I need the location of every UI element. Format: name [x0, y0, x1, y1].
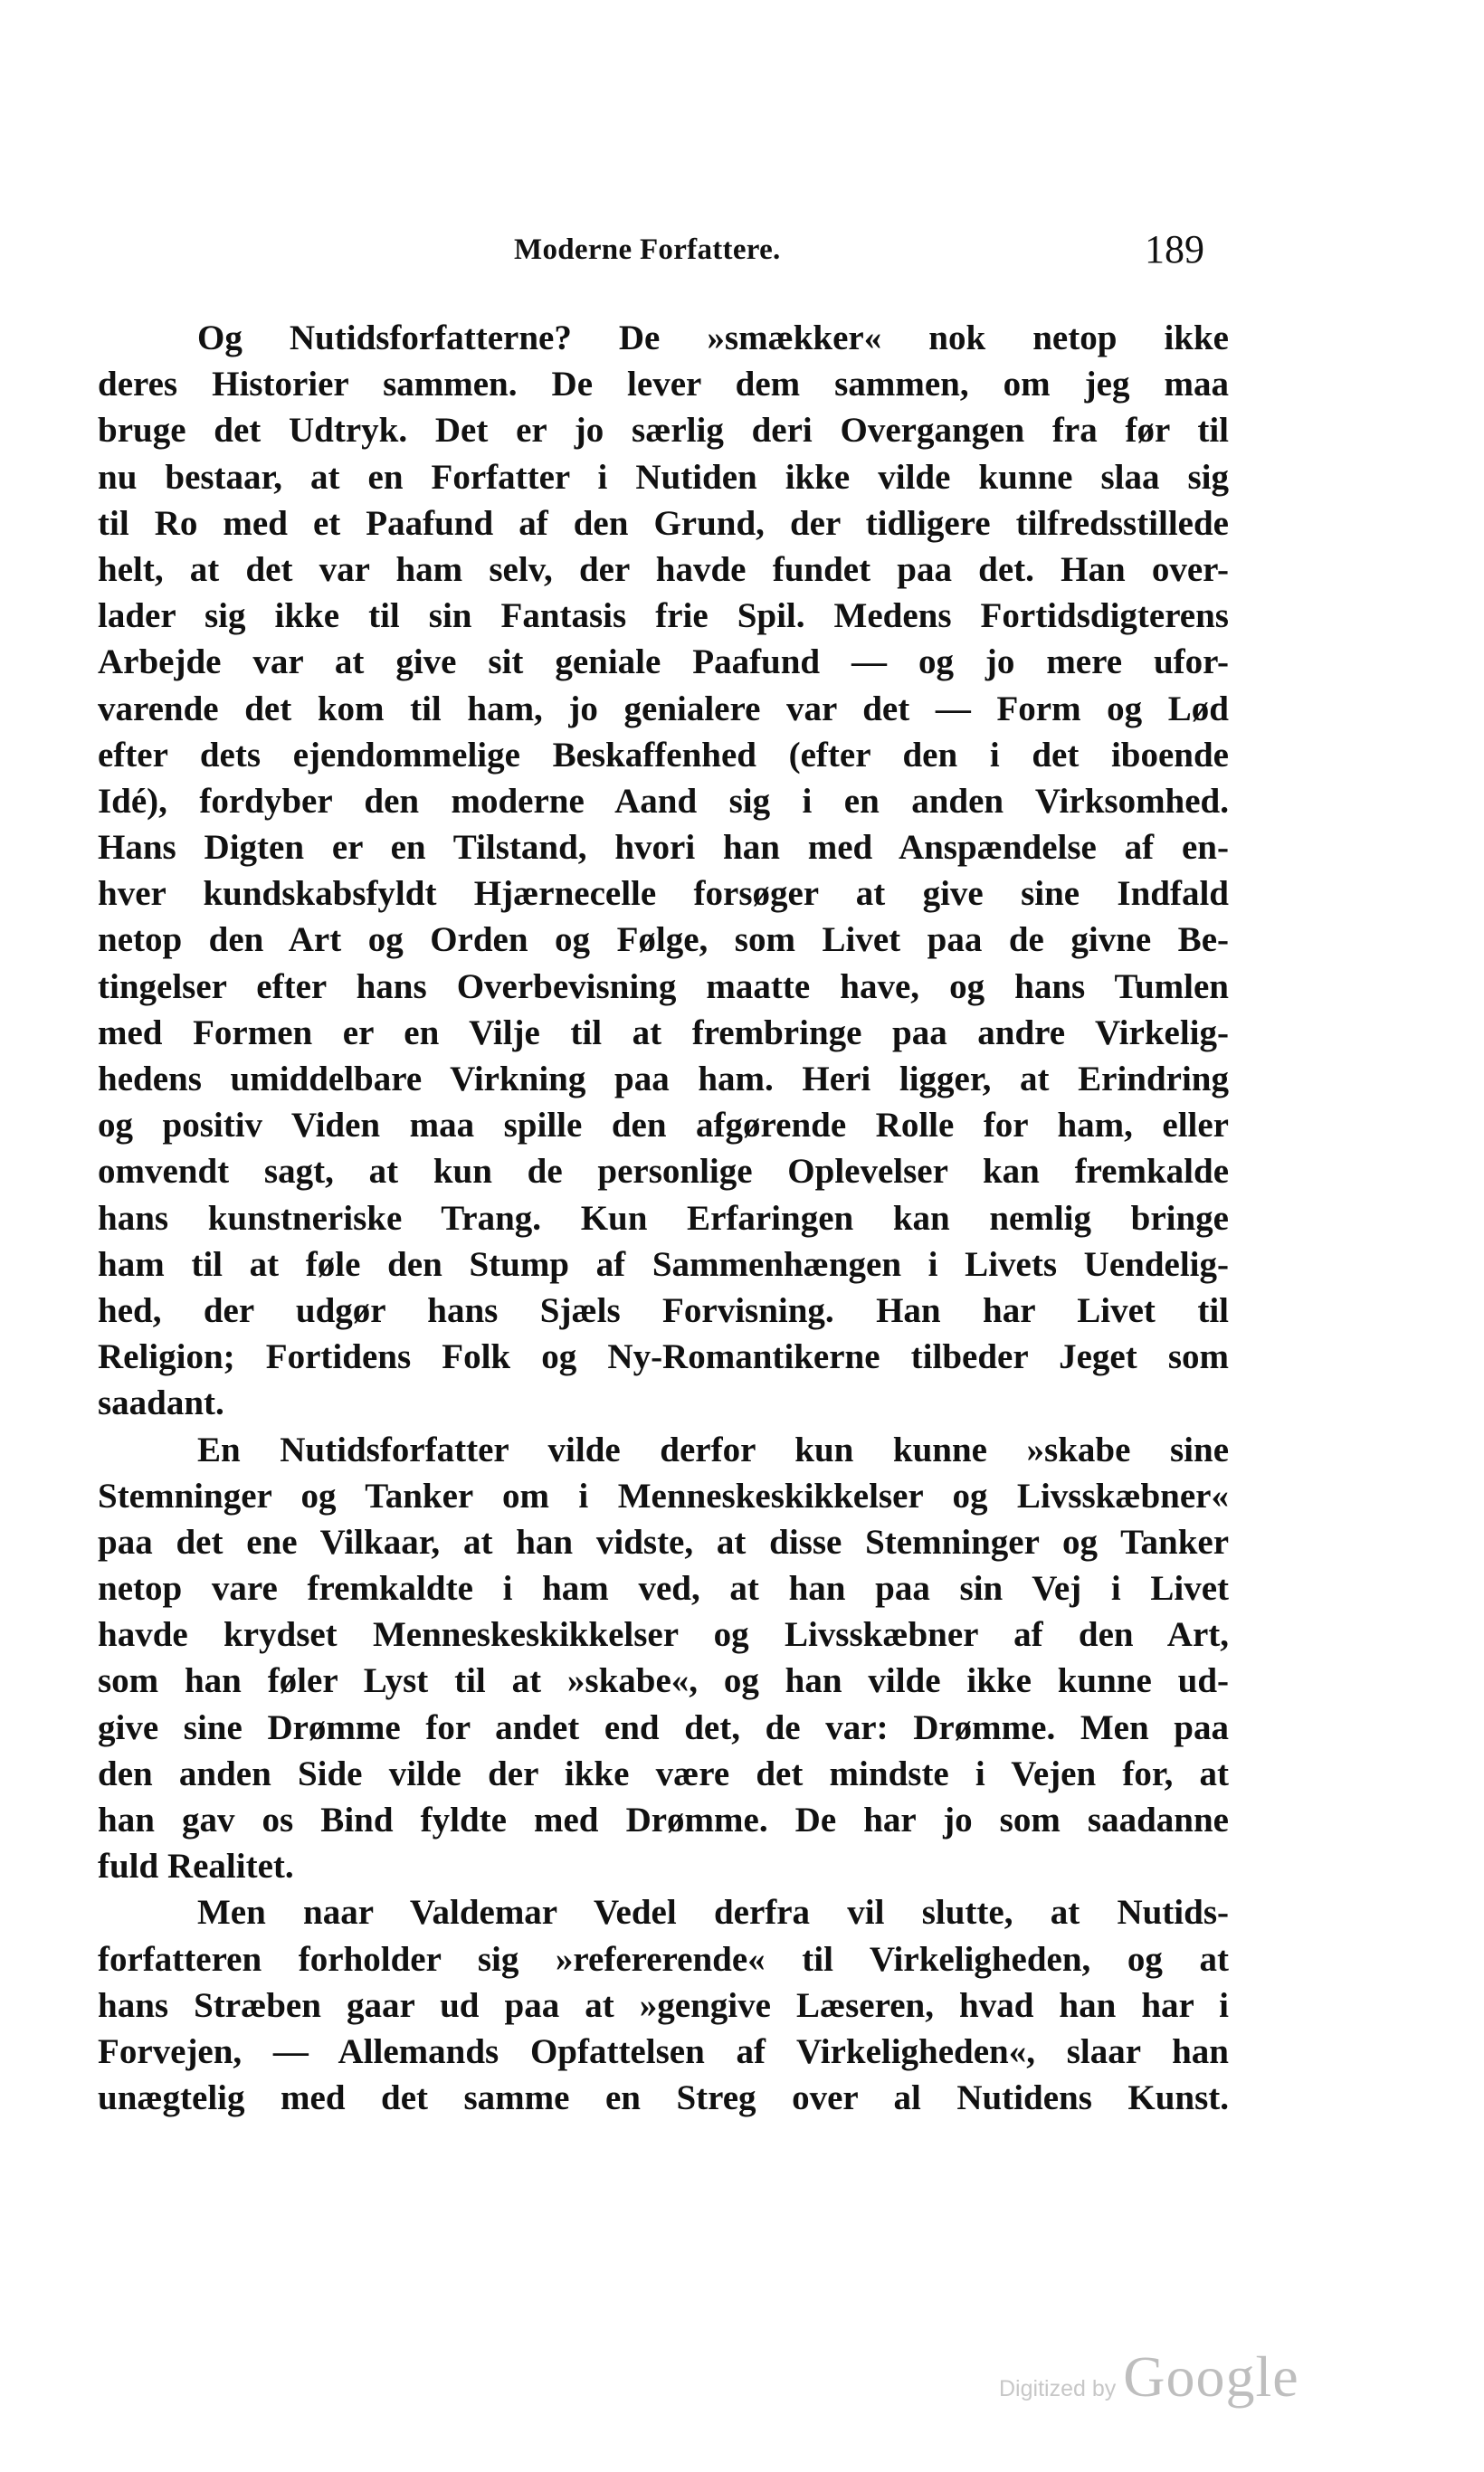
text-line: med Formen er en Vilje til at frembringe paa andre Virkelig-: [98, 1013, 1229, 1052]
text-line: saadant.: [98, 1383, 224, 1423]
text-line: havde krydset Menneskeskikkelser og Livsskæbner af den Art,: [98, 1615, 1229, 1655]
text-line: lader sig ikke til sin Fantasis frie Spil. Medens Fortidsdigterens: [98, 596, 1229, 636]
text-line: hedens umiddelbare Virkning paa ham. Heri ligger, at Erindring: [98, 1060, 1229, 1098]
text-line: ham til at føle den Stump af Sammenhængen i Livets Uendelig-: [98, 1244, 1229, 1284]
text-line: give sine Drømme for andet end det, de var: Drømme. Men paa: [98, 1707, 1229, 1747]
text-line: han gav os Bind fyldte med Drømme. De har jo som saadanne: [98, 1801, 1229, 1840]
text-line: hed, der udgør hans Sjæls Forvisning. Han har Livet til: [98, 1290, 1229, 1330]
digitized-by-label: Digitized by: [999, 2376, 1117, 2401]
text-line: nu bestaar, at en Forfatter i Nutiden ikke vilde kunne slaa sig: [98, 457, 1229, 497]
text-line: Idé), fordyber den moderne Aand sig i en anden Virksomhed.: [98, 781, 1229, 821]
text-line: Hans Digten er en Tilstand, hvori han med Anspændelse af en-: [98, 828, 1229, 868]
text-line: Og Nutidsforfatterne? De »smækker« nok netop ikke: [197, 319, 1229, 357]
text-line: og positiv Viden maa spille den afgørende Rolle for ham, eller: [98, 1106, 1229, 1146]
page-number: 189: [1145, 227, 1204, 271]
text-line: efter dets ejendommelige Beskaffenhed (efter den i det iboende: [98, 735, 1229, 775]
text-line: paa det ene Vilkaar, at han vidste, at disse Stemninger og Tanker: [98, 1522, 1229, 1562]
text-line: netop vare fremkaldte i ham ved, at han paa sin Vej i Livet: [98, 1569, 1229, 1609]
text-line: Stemninger og Tanker om i Menneskeskikkelser og Livsskæbner«: [98, 1476, 1229, 1516]
google-logo: Google: [1123, 2344, 1299, 2409]
text-line: helt, at det var ham selv, der havde fundet paa det. Han over-: [98, 549, 1229, 589]
text-line: netop den Art og Orden og Følge, som Livet paa de givne Be-: [98, 920, 1229, 960]
text-line: hver kundskabsfyldt Hjærnecelle forsøger at give sine Indfald: [98, 874, 1229, 914]
text-line: den anden Side vilde der ikke være det mindste i Vejen for, at: [98, 1754, 1229, 1793]
text-line: som han føler Lyst til at »skabe«, og han vilde ikke kunne ud-: [98, 1661, 1229, 1701]
text-line: til Ro med et Paafund af den Grund, der tidligere tilfredsstillede: [98, 503, 1229, 543]
text-line: bruge det Udtryk. Det er jo særlig deri Overgangen fra før til: [98, 411, 1229, 451]
text-line: deres Historier sammen. De lever dem sammen, om jeg maa: [98, 365, 1229, 404]
text-line: Religion; Fortidens Folk og Ny-Romantikerne tilbeder Jeget som: [98, 1337, 1229, 1377]
text-line: En Nutidsforfatter vilde derfor kun kunne »skabe sine: [197, 1430, 1229, 1469]
digitization-watermark: [999, 2344, 1299, 2410]
text-line: fuld Realitet.: [98, 1847, 294, 1887]
text-line: Men naar Valdemar Vedel derfra vil slutte, at Nutids-: [197, 1893, 1229, 1933]
text-line: varende det kom til ham, jo genialere var det — Form og Lød: [98, 689, 1229, 728]
text-line: Forvejen, — Allemands Opfattelsen af Virkeligheden«, slaar han: [98, 2031, 1229, 2071]
text-line: hans Stræben gaar ud paa at »gengive Læseren, hvad han har i: [98, 1985, 1229, 2025]
text-line: hans kunstneriske Trang. Kun Erfaringen kan nemlig bringe: [98, 1198, 1229, 1238]
text-line: unægtelig med det samme en Streg over al Nutidens Kunst.: [98, 2078, 1229, 2118]
text-line: tingelser efter hans Overbevisning maatte have, og hans Tumlen: [98, 966, 1229, 1006]
running-title: Moderne Forfattere.: [514, 233, 781, 266]
text-line: forfatteren forholder sig »refererende« til Virkeligheden, og at: [98, 1939, 1229, 1979]
text-line: Arbejde var at give sit geniale Paafund — og jo mere ufor-: [98, 642, 1229, 682]
body-text: [98, 315, 1229, 2121]
text-line: omvendt sagt, at kun de personlige Oplevelser kan fremkalde: [98, 1152, 1229, 1192]
